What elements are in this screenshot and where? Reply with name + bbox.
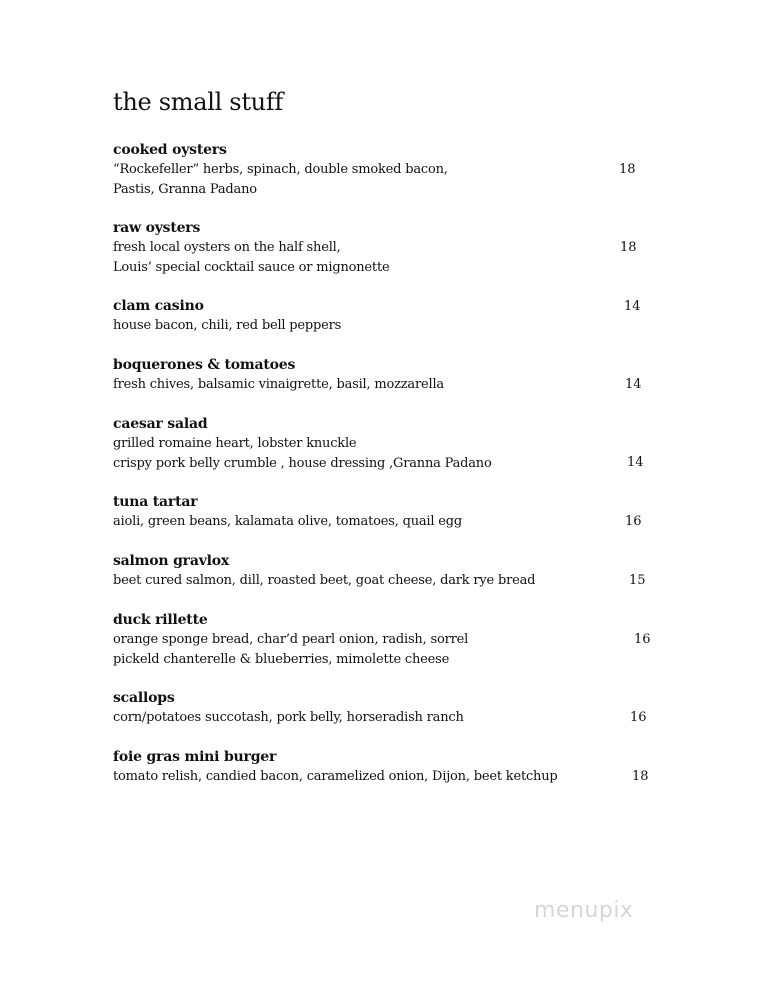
menu-item-price: 16 — [634, 632, 651, 647]
menu-item — [113, 551, 673, 591]
menu-item — [113, 688, 673, 728]
menu-item-description: aioli, green beans, kalamata olive, tomatoes, quail egg — [113, 514, 463, 529]
menu-item-name: boquerones & tomatoes — [113, 357, 296, 373]
menu-item-description: tomato relish, candied bacon, caramelized onion, Dijon, beet ketchup — [113, 769, 558, 784]
menu-item-name: cooked oysters — [113, 142, 227, 158]
menu-item — [113, 355, 673, 395]
menu-item-name: clam casino — [113, 298, 204, 314]
menu-item-price: 18 — [632, 769, 649, 784]
menu-item — [113, 218, 673, 277]
menu-item — [113, 414, 673, 473]
menu-item-description: fresh chives, balsamic vinaigrette, basil, mozzarella — [113, 377, 444, 392]
menu-item-description: orange sponge bread, char’d pearl onion, radish, sorrel — [113, 632, 469, 647]
menu-item-description: corn/potatoes succotash, pork belly, horseradish ranch — [113, 710, 464, 725]
menu-item-description: “Rockefeller” herbs, spinach, double smoked bacon, — [113, 162, 448, 177]
menu-item-price: 15 — [629, 573, 646, 588]
menu-item-price: 14 — [624, 299, 641, 314]
menu-item-price: 18 — [619, 162, 636, 177]
menu-item-description: grilled romaine heart, lobster knuckle — [113, 436, 357, 451]
menu-item-price: 18 — [620, 240, 637, 255]
menu-item-name: raw oysters — [113, 220, 201, 236]
menu-item-description: fresh local oysters on the half shell, — [113, 240, 341, 255]
menu-item-name: tuna tartar — [113, 494, 198, 510]
menu-item-description: crispy pork belly crumble , house dressing ,Granna Padano — [113, 455, 492, 471]
menu-item — [113, 492, 673, 532]
menu-item — [113, 296, 673, 336]
menu-item-name: caesar salad — [113, 416, 208, 432]
menu-item-description: Pastis, Granna Padano — [113, 181, 257, 197]
menu-item-price: 16 — [630, 710, 647, 725]
menu-item — [113, 747, 673, 787]
menu-item-name: duck rillette — [113, 612, 208, 628]
menu-item-description: Louis’ special cocktail sauce or mignonette — [113, 259, 390, 275]
menu-item-price: 16 — [625, 514, 642, 529]
menu-item — [113, 610, 673, 669]
menupix-watermark: menupix — [534, 898, 634, 923]
menu-item-description: pickeld chanterelle & blueberries, mimolette cheese — [113, 651, 450, 667]
menu-item-description: house bacon, chili, red bell peppers — [113, 318, 342, 333]
menu-item — [113, 140, 673, 199]
menu-section-title: the small stuff — [113, 88, 283, 116]
menu-item-description: beet cured salmon, dill, roasted beet, goat cheese, dark rye bread — [113, 573, 536, 588]
menu-item-name: salmon gravlox — [113, 553, 230, 569]
menu-item-price: 14 — [627, 455, 644, 470]
menu-item-name: foie gras mini burger — [113, 749, 277, 765]
menu-item-name: scallops — [113, 690, 175, 706]
menu-item-price: 14 — [625, 377, 642, 392]
